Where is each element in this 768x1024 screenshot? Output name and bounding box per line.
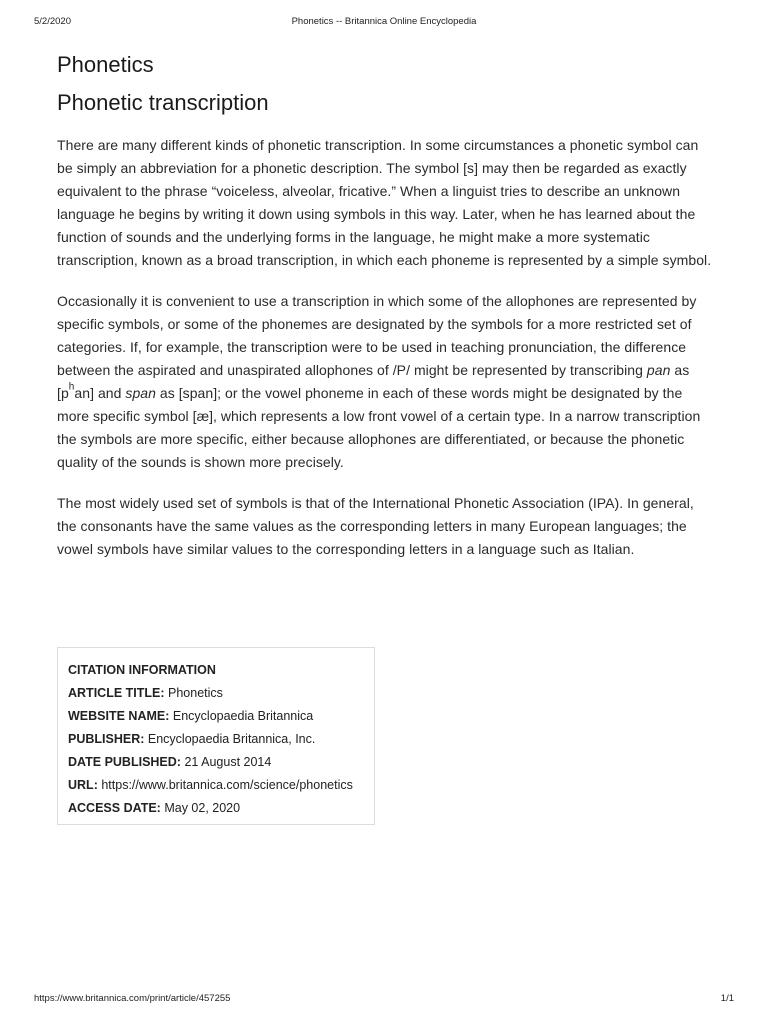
citation-publisher bbox=[68, 728, 364, 751]
citation-access-date bbox=[68, 797, 364, 820]
paragraph-2-text-1: Occasionally it is convenient to use a transcription in which some of the allophones are represented by specific symbols, or some of the phonemes are designated by the symbols for a more restricted set of categories. If, for example, the transcription were to be used in teaching pronunciation, the difference between the aspirated and unaspirated allophones of /P/ might be represented by transcribing bbox=[57, 293, 697, 378]
paragraph-3: The most widely used set of symbols is that of the International Phonetic Association (IPA). In general, the consonants have the same values as the corresponding letters in many European languages; the vowel symbols have similar values to the corresponding letters in a language such as Italian. bbox=[57, 495, 694, 557]
publisher-label: PUBLISHER: bbox=[68, 732, 145, 746]
citation-heading bbox=[68, 659, 364, 682]
word-pan: pan bbox=[646, 362, 671, 378]
print-header bbox=[34, 16, 734, 30]
access-date-value: May 02, 2020 bbox=[164, 801, 241, 815]
url-value: https://www.britannica.com/science/phonetics bbox=[101, 778, 353, 792]
access-date-label: ACCESS DATE: bbox=[68, 801, 161, 815]
paragraph-2 bbox=[57, 290, 717, 474]
website-name-label: WEBSITE NAME: bbox=[68, 709, 170, 723]
citation-box bbox=[57, 647, 375, 825]
url-label: URL: bbox=[68, 778, 98, 792]
article-content bbox=[57, 50, 717, 561]
print-page-title: Phonetics -- Britannica Online Encyclopedia bbox=[291, 16, 477, 27]
citation-heading-label: CITATION INFORMATION bbox=[68, 663, 216, 677]
citation-article-title bbox=[68, 682, 364, 705]
citation-date-published bbox=[68, 751, 364, 774]
page-number: 1/1 bbox=[720, 993, 734, 1004]
word-span: span bbox=[125, 385, 156, 401]
aspiration-superscript: h bbox=[68, 381, 75, 393]
paragraph-2-text-4: as [span]; or the vowel phoneme in each of these words might be designated by the more specific symbol [æ], which represents a low front vowel of a certain type. In a narrow transcription the symbols are more specific, either because allophones are differentiated, or because the phonetic quality of the sounds is shown more precisely. bbox=[57, 385, 701, 470]
paragraph-1: There are many different kinds of phonetic transcription. In some circumstances a phonetic symbol can be simply an abbreviation for a phonetic description. The symbol [s] may then be regarded as exactly equivalent to the phrase “voiceless, alveolar, fricative.” When a linguist tries to describe an unknown language he begins by writing it down using symbols in this way. Later, when he has learned about the function of sounds and the underlying forms in the language, he might make a more systematic transcription, known as a broad transcription, in which each phoneme is represented by a simple symbol. bbox=[57, 137, 712, 268]
date-published-value: 21 August 2014 bbox=[184, 755, 272, 769]
paragraph-2-text-2: as [p bbox=[57, 362, 690, 401]
citation-website-name bbox=[68, 705, 364, 728]
citation-url bbox=[68, 774, 364, 797]
print-url: https://www.britannica.com/print/article/457255 bbox=[34, 993, 231, 1004]
website-name-value: Encyclopaedia Britannica bbox=[172, 709, 314, 723]
section-title: Phonetic transcription bbox=[57, 90, 269, 115]
article-title-value: Phonetics bbox=[168, 686, 223, 700]
article-title-label: ARTICLE TITLE: bbox=[68, 686, 165, 700]
paragraph-2-text-3: an] and bbox=[74, 385, 126, 401]
date-published-label: DATE PUBLISHED: bbox=[68, 755, 181, 769]
print-date: 5/2/2020 bbox=[34, 16, 71, 27]
article-title: Phonetics bbox=[57, 52, 154, 77]
publisher-value: Encyclopaedia Britannica, Inc. bbox=[147, 732, 316, 746]
print-footer bbox=[34, 993, 734, 1007]
